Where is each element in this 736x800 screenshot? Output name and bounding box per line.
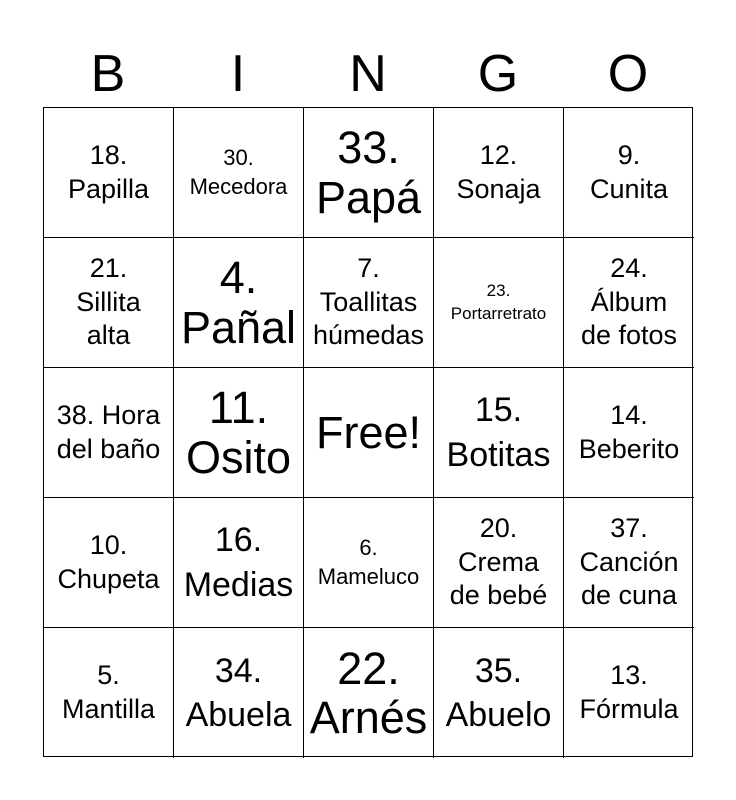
bingo-cell[interactable] xyxy=(304,628,434,758)
bingo-cell[interactable] xyxy=(174,498,304,628)
bingo-cell[interactable] xyxy=(564,628,694,758)
cell-label: 37. Canción de cuna xyxy=(579,512,679,611)
bingo-cell[interactable] xyxy=(434,498,564,628)
cell-label: 30. Mecedora xyxy=(189,144,288,199)
cell-label: 21. Sillita alta xyxy=(76,252,141,351)
cell-label: 7. Toallitas húmedas xyxy=(312,252,425,351)
cell-label: 9. Cunita xyxy=(589,139,669,204)
header-letter-i: I xyxy=(230,45,246,103)
cell-label: 23. Portarretrato xyxy=(450,280,547,323)
bingo-cell[interactable] xyxy=(174,238,304,368)
bingo-cell-free[interactable] xyxy=(304,368,434,498)
bingo-cell[interactable] xyxy=(434,108,564,238)
bingo-cell[interactable] xyxy=(44,108,174,238)
bingo-cell[interactable] xyxy=(304,108,434,238)
header-letter-g: G xyxy=(477,45,519,103)
bingo-card-grid xyxy=(43,107,693,757)
cell-label: 16. Medias xyxy=(183,521,294,604)
cell-label: 38. Hora del baño xyxy=(56,399,161,464)
bingo-cell[interactable] xyxy=(44,238,174,368)
bingo-cell[interactable] xyxy=(174,108,304,238)
cell-label: 22. Arnés xyxy=(309,642,428,743)
bingo-cell[interactable] xyxy=(304,498,434,628)
bingo-cell[interactable] xyxy=(44,498,174,628)
header-letter-o: O xyxy=(607,45,649,103)
bingo-cell[interactable] xyxy=(44,368,174,498)
bingo-cell[interactable] xyxy=(564,238,694,368)
cell-label: 6. Mameluco xyxy=(317,534,420,589)
cell-label: 13. Fórmula xyxy=(579,660,679,724)
bingo-cell[interactable] xyxy=(564,108,694,238)
cell-label: 11. Osito xyxy=(185,382,292,483)
bingo-cell[interactable] xyxy=(174,628,304,758)
bingo-cell[interactable] xyxy=(304,238,434,368)
cell-label: 12. Sonaja xyxy=(456,139,541,204)
bingo-header xyxy=(43,40,693,108)
header-letter-b: B xyxy=(90,45,126,103)
bingo-cell[interactable] xyxy=(564,498,694,628)
bingo-cell[interactable] xyxy=(174,368,304,498)
cell-label: 10. Chupeta xyxy=(57,529,160,594)
bingo-cell[interactable] xyxy=(44,628,174,758)
cell-label: 33. Papá xyxy=(315,122,422,223)
bingo-cell[interactable] xyxy=(434,628,564,758)
cell-label: 24. Álbum de fotos xyxy=(580,252,678,351)
cell-label: 14. Beberito xyxy=(578,399,680,464)
cell-label: 4. Pañal xyxy=(180,252,297,353)
cell-label: 20. Crema de bebé xyxy=(449,512,548,611)
cell-label: 15. Botitas xyxy=(446,391,551,474)
bingo-cell[interactable] xyxy=(564,368,694,498)
header-letter-n: N xyxy=(349,45,387,103)
cell-label: 34. Abuela xyxy=(185,651,292,734)
bingo-cell[interactable] xyxy=(434,368,564,498)
cell-label: 35. Abuelo xyxy=(445,651,552,734)
cell-label: Free! xyxy=(315,406,422,458)
cell-label: 5. Mantilla xyxy=(61,660,156,724)
bingo-cell[interactable] xyxy=(434,238,564,368)
cell-label: 18. Papilla xyxy=(67,139,150,204)
